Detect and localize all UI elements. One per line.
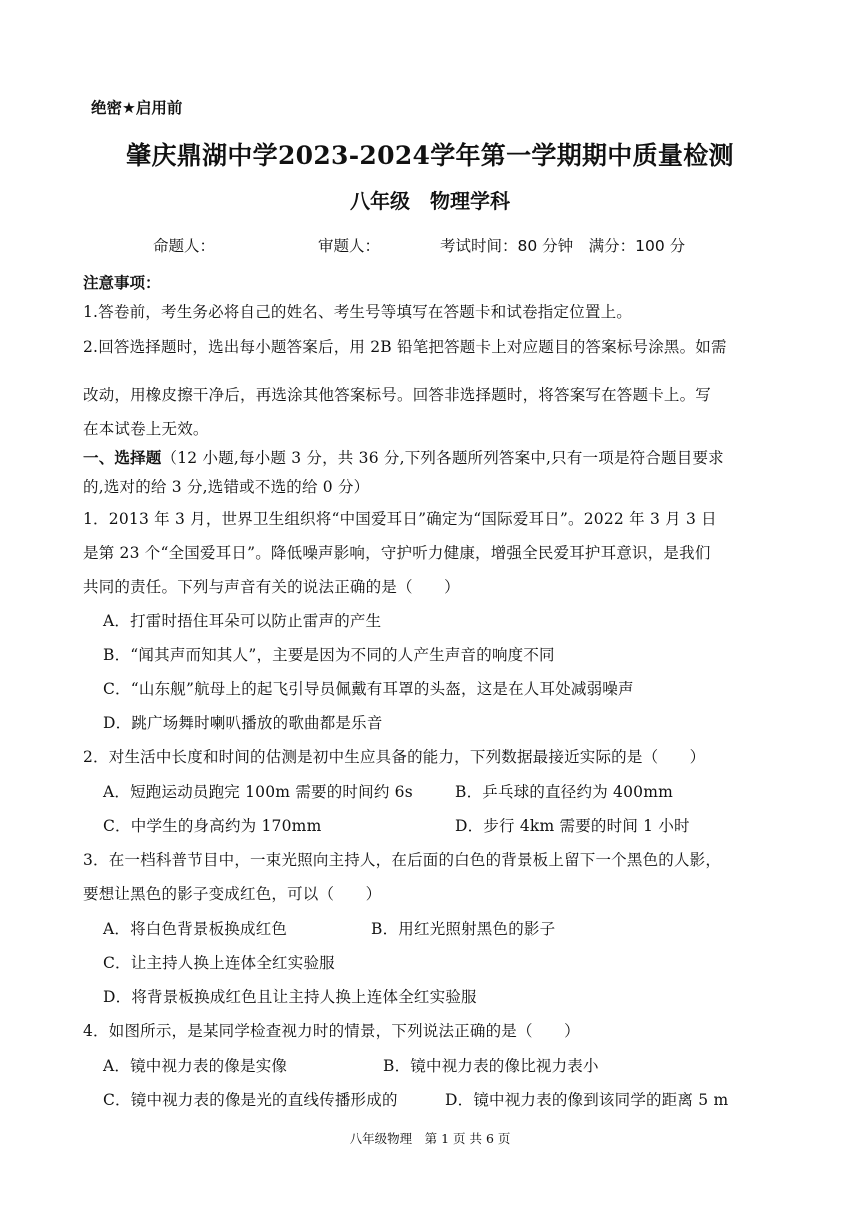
note-1: 1.答卷前，考生务必将自己的姓名、考生号等填写在答题卡和试卷指定位置上。 — [83, 303, 632, 321]
exam-title: 肇庆鼎湖中学2023-2024学年第一学期期中质量检测 — [126, 141, 734, 170]
q2-option-b: B．乒乓球的直径约为 400mm — [455, 783, 673, 801]
q1-option-b: B．“闻其声而知其人”，主要是因为不同的人产生声音的响度不同 — [103, 646, 555, 664]
q3-option-b: B．用红光照射黑色的影子 — [371, 920, 556, 938]
exam-time-score: 考试时间：80 分钟 满分：100 分 — [440, 237, 686, 255]
q4-stem: 4．如图所示，是某同学检查视力时的情景，下列说法正确的是（ ） — [83, 1022, 580, 1040]
confidential-label: 绝密★启用前 — [91, 99, 183, 117]
q4-option-b: B．镜中视力表的像比视力表小 — [383, 1057, 599, 1075]
q4-option-d: D．镜中视力表的像到该同学的距离 5 m — [445, 1091, 729, 1109]
q1-option-c: C．“山东舰”航母上的起飞引导员佩戴有耳罩的头盔，这是在人耳处减弱噪声 — [103, 680, 634, 698]
section-1-heading: 一、选择题 — [83, 449, 162, 467]
note-2-line-2: 改动，用橡皮擦干净后，再选涂其他答案标号。回答非选择题时，将答案写在答题卡上。写 — [83, 386, 712, 404]
q4-option-c: C．镜中视力表的像是光的直线传播形成的 — [103, 1091, 398, 1109]
exam-subtitle: 八年级 物理学科 — [350, 189, 510, 213]
q3-option-a: A．将白色背景板换成红色 — [103, 920, 288, 938]
q2-option-a: A．短跑运动员跑完 100m 需要的时间约 6s — [103, 783, 413, 801]
q1-option-a: A．打雷时捂住耳朵可以防止雷声的产生 — [103, 612, 382, 630]
section-1-header — [83, 446, 724, 468]
section-1-desc: （12 小题,每小题 3 分，共 36 分,下列各题所列答案中,只有一项是符合题目要求 — [161, 449, 724, 467]
reviewer-label: 审题人： — [318, 237, 381, 255]
note-2-line-1: 2.回答选择题时，选出每小题答案后，用 2B 铅笔把答题卡上对应题目的答案标号涂黑。如需 — [83, 338, 727, 356]
q3-stem-line-1: 3．在一档科普节目中，一束光照向主持人，在后面的白色的背景板上留下一个黑色的人影， — [83, 851, 722, 869]
q2-option-d: D．步行 4km 需要的时间 1 小时 — [455, 817, 690, 835]
notes-heading: 注意事项： — [83, 274, 161, 292]
q2-stem: 2．对生活中长度和时间的估测是初中生应具备的能力，下列数据最接近实际的是（ ） — [83, 748, 706, 766]
q4-option-a: A．镜中视力表的像是实像 — [103, 1057, 288, 1075]
q1-stem-line-2: 是第 23 个“全国爱耳日”。降低噪声影响，守护听力健康，增强全民爱耳护耳意识，是我们 — [83, 544, 711, 562]
q3-option-d: D．将背景板换成红色且让主持人换上连体全红实验服 — [103, 988, 477, 1006]
proposer-label: 命题人： — [153, 237, 216, 255]
q2-option-c: C．中学生的身高约为 170mm — [103, 817, 322, 835]
q1-stem-line-1: 1．2013 年 3 月，世界卫生组织将“中国爱耳日”确定为“国际爱耳日”。2022 年 3 月 3 日 — [83, 510, 717, 528]
q1-stem-line-3: 共同的责任。下列与声音有关的说法正确的是（ ） — [83, 578, 460, 596]
section-1-desc-line-2: 的,选对的给 3 分,选错或不选的给 0 分） — [83, 478, 370, 496]
q3-option-c: C．让主持人换上连体全红实验服 — [103, 954, 335, 972]
q1-option-d: D．跳广场舞时喇叭播放的歌曲都是乐音 — [103, 714, 383, 732]
q3-stem-line-2: 要想让黑色的影子变成红色，可以（ ） — [83, 885, 382, 903]
note-2-line-3: 在本试卷上无效。 — [83, 420, 209, 438]
page-footer: 八年级物理 第 1 页 共 6 页 — [349, 1131, 511, 1146]
